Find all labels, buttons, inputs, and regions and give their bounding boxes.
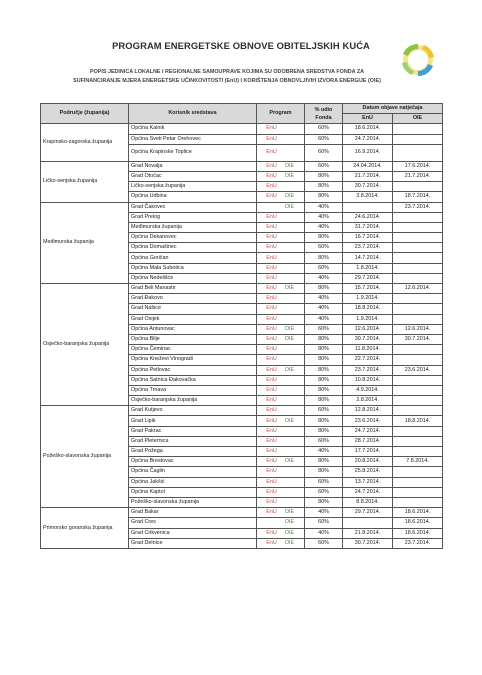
program-cell	[257, 324, 305, 334]
date-oie-cell	[393, 222, 443, 232]
beneficiary-cell: Općina Kneževi Vinogradi	[129, 355, 257, 365]
date-oie-cell	[393, 436, 443, 446]
program-oie-label: OIE	[284, 366, 295, 373]
program-enu-label: EnU	[266, 173, 277, 180]
program-cell	[257, 192, 305, 202]
program-oie-label: OIE	[284, 417, 295, 424]
beneficiary-cell: Grad Beli Manastir	[129, 284, 257, 294]
program-enu-label: EnU	[266, 366, 277, 373]
program-enu-label: EnU	[266, 407, 277, 414]
beneficiary-cell: Općina Krapinske Toplice	[129, 144, 257, 161]
program-enu-label: EnU	[266, 478, 277, 485]
beneficiary-cell: Grad Osijek	[129, 314, 257, 324]
share-cell: 40%	[305, 314, 343, 324]
beneficiary-cell: Osječko-baranjska županija	[129, 396, 257, 406]
program-enu-label: EnU	[266, 437, 277, 444]
table-row	[41, 406, 443, 416]
col-header-beneficiary: Korisnik sredstava	[129, 104, 257, 124]
program-cell	[257, 284, 305, 294]
program-cell	[257, 467, 305, 477]
program-enu-label: EnU	[266, 234, 277, 241]
program-oie-label: OIE	[284, 336, 295, 343]
date-oie-cell: 12.6.2014.	[393, 284, 443, 294]
beneficiary-cell: Općina Domašinec	[129, 243, 257, 253]
date-oie-cell	[393, 144, 443, 161]
date-enu-cell: 31.7.2014.	[343, 222, 393, 232]
share-cell: 80%	[305, 192, 343, 202]
beneficiary-cell: Općina Kalnik	[129, 124, 257, 134]
date-oie-cell	[393, 385, 443, 395]
program-cell	[257, 304, 305, 314]
program-enu-label: EnU	[266, 376, 277, 383]
date-enu-cell: 24.7.2014.	[343, 426, 393, 436]
date-oie-cell: 18.6.2014.	[393, 518, 443, 528]
beneficiary-cell: Općina Kaptol	[129, 487, 257, 497]
program-enu-label: EnU	[266, 336, 277, 343]
program-oie-label: OIE	[284, 285, 295, 292]
share-cell: 80%	[305, 365, 343, 375]
share-cell: 80%	[305, 233, 343, 243]
program-enu-label: EnU	[266, 509, 277, 516]
program-enu-label: EnU	[266, 274, 277, 281]
region-cell: Osječko-baranjska županija	[41, 284, 129, 406]
program-cell	[257, 365, 305, 375]
share-cell: 60%	[305, 263, 343, 273]
share-cell: 60%	[305, 487, 343, 497]
date-enu-cell: 12.8.2014.	[343, 406, 393, 416]
program-cell	[257, 396, 305, 406]
program-enu-label: EnU	[266, 183, 277, 190]
program-cell	[257, 212, 305, 222]
program-enu-label: EnU	[266, 458, 277, 465]
program-oie-label: OIE	[284, 173, 295, 180]
share-cell: 80%	[305, 426, 343, 436]
program-enu-label: EnU	[266, 499, 277, 506]
region-cell: Ličko-senjska županija	[41, 161, 129, 202]
date-enu-cell: 23.7.2014.	[343, 243, 393, 253]
program-enu-label: EnU	[266, 315, 277, 322]
share-cell: 80%	[305, 396, 343, 406]
program-enu-label: EnU	[266, 295, 277, 302]
date-enu-cell: 29.7.2014.	[343, 508, 393, 518]
program-cell	[257, 161, 305, 171]
program-oie-label: OIE	[284, 519, 295, 526]
program-cell	[257, 182, 305, 192]
date-enu-cell	[343, 202, 393, 212]
beneficiary-cell: Općina Petlovac	[129, 365, 257, 375]
program-cell	[257, 263, 305, 273]
date-enu-cell: 28.7.2014.	[343, 436, 393, 446]
date-enu-cell: 1.8.2014.	[343, 263, 393, 273]
program-enu-label: EnU	[266, 539, 277, 546]
share-cell: 60%	[305, 324, 343, 334]
date-enu-cell: 15.7.2014.	[343, 284, 393, 294]
date-enu-cell: 24.7.2014.	[343, 134, 393, 144]
program-cell	[257, 436, 305, 446]
program-enu-label: EnU	[266, 346, 277, 353]
share-cell: 80%	[305, 375, 343, 385]
program-enu-label: EnU	[266, 448, 277, 455]
share-cell: 80%	[305, 355, 343, 365]
beneficiary-cell: Općina Goričan	[129, 253, 257, 263]
beneficiary-cell: Grad Našice	[129, 304, 257, 314]
program-cell	[257, 345, 305, 355]
share-cell: 80%	[305, 345, 343, 355]
date-enu-cell: 14.7.2014.	[343, 253, 393, 263]
share-cell: 80%	[305, 182, 343, 192]
page-subtitle	[42, 68, 412, 86]
date-oie-cell: 7.8.2014.	[393, 457, 443, 467]
date-oie-cell	[393, 212, 443, 222]
date-enu-cell: 23.7.2014.	[343, 365, 393, 375]
share-cell: 40%	[305, 212, 343, 222]
date-oie-cell: 18.6.2014.	[393, 528, 443, 538]
date-oie-cell	[393, 233, 443, 243]
program-cell	[257, 528, 305, 538]
program-enu-label: EnU	[266, 397, 277, 404]
date-enu-cell: 23.6.2014.	[343, 416, 393, 426]
date-enu-cell: 20.8.2014.	[343, 457, 393, 467]
date-enu-cell: 30.7.2014.	[343, 334, 393, 344]
date-enu-cell: 18.8.2014.	[343, 304, 393, 314]
program-enu-label: EnU	[266, 213, 277, 220]
date-oie-cell	[393, 477, 443, 487]
date-oie-cell	[393, 467, 443, 477]
share-cell: 40%	[305, 508, 343, 518]
share-cell: 40%	[305, 528, 343, 538]
date-oie-cell: 21.7.2014.	[393, 171, 443, 181]
program-enu-label: EnU	[266, 386, 277, 393]
program-cell	[257, 406, 305, 416]
date-enu-cell: 30.7.2014.	[343, 182, 393, 192]
program-cell	[257, 124, 305, 134]
beneficiary-cell: Općina Trnava	[129, 385, 257, 395]
program-enu-label: EnU	[266, 193, 277, 200]
program-enu-label: EnU	[266, 427, 277, 434]
program-cell	[257, 144, 305, 161]
date-oie-cell	[393, 314, 443, 324]
date-enu-cell: 16.7.2014.	[343, 233, 393, 243]
date-oie-cell: 23.7.2014.	[393, 202, 443, 212]
beneficiary-cell: Međimurska županija	[129, 222, 257, 232]
table-row	[41, 124, 443, 134]
program-cell	[257, 375, 305, 385]
program-cell	[257, 273, 305, 283]
subtitle-line-2: SUFINANCIRANJE MJERA ENERGETSKE UČINKOVITOSTI (EnU) I KORIŠTENJA OBNOVLJIVIH IZVORA ENERGIJE (OIE)	[73, 78, 381, 84]
date-oie-cell	[393, 263, 443, 273]
beneficiary-cell: Grad Čakovec	[129, 202, 257, 212]
share-cell: 60%	[305, 134, 343, 144]
program-oie-label: OIE	[284, 162, 295, 169]
share-cell: 40%	[305, 294, 343, 304]
date-enu-cell: 2.8.2014.	[343, 396, 393, 406]
beneficiary-cell: Grad Cres	[129, 518, 257, 528]
beneficiary-cell: Općina Sveti Petar Orehovec	[129, 134, 257, 144]
share-cell: 80%	[305, 284, 343, 294]
program-cell	[257, 202, 305, 212]
page-title: PROGRAM ENERGETSKE OBNOVE OBITELJSKIH KUĆA	[112, 40, 370, 51]
date-oie-cell: 17.6.2014.	[393, 161, 443, 171]
beneficiary-cell: Grad Prelog	[129, 212, 257, 222]
beneficiaries-table	[40, 103, 443, 549]
program-cell	[257, 426, 305, 436]
share-cell: 80%	[305, 497, 343, 507]
date-enu-cell: 11.8.2014.	[343, 345, 393, 355]
program-cell	[257, 243, 305, 253]
share-cell: 80%	[305, 171, 343, 181]
share-cell: 60%	[305, 406, 343, 416]
date-oie-cell	[393, 355, 443, 365]
program-cell	[257, 487, 305, 497]
share-cell: 40%	[305, 447, 343, 457]
date-oie-cell	[393, 487, 443, 497]
program-oie-label: OIE	[284, 203, 295, 210]
beneficiary-cell: Općina Brestovac	[129, 457, 257, 467]
beneficiary-cell: Općina Mala Subotica	[129, 263, 257, 273]
program-enu-label: EnU	[266, 325, 277, 332]
program-cell	[257, 171, 305, 181]
region-cell: Međimurska županija	[41, 202, 129, 284]
date-oie-cell: 23.7.2014.	[393, 538, 443, 548]
date-enu-cell: 4.9.2014.	[343, 385, 393, 395]
date-enu-cell: 13.7.2014.	[343, 477, 393, 487]
program-cell	[257, 508, 305, 518]
table-row	[41, 508, 443, 518]
date-enu-cell: 24.7.2014.	[343, 487, 393, 497]
beneficiary-cell: Grad Delnice	[129, 538, 257, 548]
share-cell: 60%	[305, 161, 343, 171]
program-cell	[257, 497, 305, 507]
date-oie-cell	[393, 304, 443, 314]
date-oie-cell	[393, 396, 443, 406]
date-oie-cell	[393, 273, 443, 283]
beneficiary-cell: Grad Pakrac	[129, 426, 257, 436]
date-enu-cell: 1.9.2014.	[343, 314, 393, 324]
share-cell: 40%	[305, 202, 343, 212]
program-cell	[257, 538, 305, 548]
date-oie-cell: 23.6.2014.	[393, 365, 443, 375]
date-enu-cell: 24.04.2014.	[343, 161, 393, 171]
beneficiary-cell: Požeško-slavonska županija	[129, 497, 257, 507]
share-cell: 80%	[305, 457, 343, 467]
program-enu-label: EnU	[266, 244, 277, 251]
share-cell: 80%	[305, 334, 343, 344]
beneficiary-cell: Općina Antunovac	[129, 324, 257, 334]
date-oie-cell	[393, 406, 443, 416]
program-cell	[257, 253, 305, 263]
share-cell: 60%	[305, 436, 343, 446]
program-enu-label: EnU	[266, 305, 277, 312]
share-cell: 40%	[305, 222, 343, 232]
date-oie-cell	[393, 243, 443, 253]
beneficiary-cell: Općina Nedelišće	[129, 273, 257, 283]
beneficiary-cell: Općina Čeminac	[129, 345, 257, 355]
beneficiary-cell: Grad Kutjevo	[129, 406, 257, 416]
col-header-program: Program	[257, 104, 305, 124]
program-cell	[257, 447, 305, 457]
region-cell: Požeško-slavonska županija	[41, 406, 129, 508]
program-cell	[257, 334, 305, 344]
date-oie-cell	[393, 134, 443, 144]
beneficiary-cell: Ličko-senjska županija	[129, 182, 257, 192]
program-cell	[257, 416, 305, 426]
date-enu-cell: 12.6.2014.	[343, 324, 393, 334]
table-row	[41, 202, 443, 212]
share-cell: 60%	[305, 538, 343, 548]
program-cell	[257, 294, 305, 304]
beneficiary-cell: Općina Dekanovec	[129, 233, 257, 243]
program-cell	[257, 518, 305, 528]
share-cell: 80%	[305, 416, 343, 426]
program-cell	[257, 457, 305, 467]
program-cell	[257, 477, 305, 487]
date-enu-cell: 29.7.2014.	[343, 273, 393, 283]
col-header-date-oie: OIE	[393, 114, 443, 124]
date-enu-cell: 17.7.2014.	[343, 447, 393, 457]
program-enu-label: EnU	[266, 285, 277, 292]
date-oie-cell	[393, 294, 443, 304]
subtitle-line-1: POPIS JEDINICA LOKALNE I REGIONALNE SAMOUPRAVE KOJIMA SU ODOBRENA SREDSTVA FONDA ZA	[89, 69, 365, 75]
col-header-dates: Datum objave natječaja	[343, 104, 443, 114]
program-enu-label: EnU	[266, 356, 277, 363]
program-oie-label: OIE	[284, 458, 295, 465]
date-enu-cell: 21.8.2014.	[343, 528, 393, 538]
date-oie-cell: 12.6.2014.	[393, 324, 443, 334]
region-cell: Krapinsko-zagorska županija	[41, 124, 129, 161]
date-enu-cell: 30.7.2014.	[343, 538, 393, 548]
date-enu-cell	[343, 518, 393, 528]
program-oie-label: OIE	[284, 193, 295, 200]
share-cell: 60%	[305, 124, 343, 134]
region-cell: Primorsko goranska županija	[41, 508, 129, 549]
share-cell: 60%	[305, 243, 343, 253]
program-cell	[257, 233, 305, 243]
program-enu-label: EnU	[266, 264, 277, 271]
date-oie-cell: 30.7.2014.	[393, 334, 443, 344]
program-enu-label: EnU	[266, 162, 277, 169]
beneficiary-cell: Općina Čaglin	[129, 467, 257, 477]
beneficiary-cell: Grad Đakovo	[129, 294, 257, 304]
date-oie-cell	[393, 447, 443, 457]
col-header-date-enu: EnU	[343, 114, 393, 124]
table-row	[41, 161, 443, 171]
date-oie-cell	[393, 124, 443, 134]
date-oie-cell	[393, 426, 443, 436]
share-cell: 80%	[305, 385, 343, 395]
date-enu-cell: 21.7.2014.	[343, 171, 393, 181]
beneficiary-cell: Grad Pleternica	[129, 436, 257, 446]
date-enu-cell: 25.8.2014.	[343, 467, 393, 477]
share-cell: 60%	[305, 477, 343, 487]
beneficiary-cell: Općina Bilje	[129, 334, 257, 344]
date-enu-cell: 1.9.2014.	[343, 294, 393, 304]
share-cell: 80%	[305, 467, 343, 477]
program-enu-label: EnU	[266, 135, 277, 142]
program-enu-label: EnU	[266, 468, 277, 475]
date-enu-cell: 22.7.2014.	[343, 355, 393, 365]
date-oie-cell	[393, 497, 443, 507]
program-oie-label: OIE	[284, 509, 295, 516]
beneficiary-cell: Grad Bakar	[129, 508, 257, 518]
beneficiary-cell: Grad Crikvenica	[129, 528, 257, 538]
date-oie-cell: 18.6.2014.	[393, 508, 443, 518]
program-oie-label: OIE	[284, 325, 295, 332]
beneficiary-cell: Grad Novalja	[129, 161, 257, 171]
beneficiary-cell: Grad Požega	[129, 447, 257, 457]
date-oie-cell: 18.8.2014.	[393, 416, 443, 426]
date-enu-cell: 3.8.2014.	[343, 192, 393, 202]
program-cell	[257, 134, 305, 144]
beneficiary-cell: Općina Satnica Đakovačka	[129, 375, 257, 385]
date-oie-cell	[393, 345, 443, 355]
program-oie-label: OIE	[284, 529, 295, 536]
beneficiary-cell: Grad Otočac	[129, 171, 257, 181]
date-enu-cell: 16.9.2014.	[343, 144, 393, 161]
date-oie-cell	[393, 375, 443, 385]
program-enu-label: EnU	[266, 254, 277, 261]
date-oie-cell: 18.7.2014.	[393, 192, 443, 202]
program-cell	[257, 222, 305, 232]
program-cell	[257, 385, 305, 395]
table-body	[41, 124, 443, 549]
program-cell	[257, 355, 305, 365]
share-cell: 60%	[305, 518, 343, 528]
beneficiary-cell: Općina Udbina	[129, 192, 257, 202]
col-header-share: % udio Fonda	[305, 104, 343, 124]
date-enu-cell: 10.8.2014.	[343, 375, 393, 385]
fund-logo-icon	[398, 40, 438, 80]
date-oie-cell	[393, 253, 443, 263]
program-enu-label: EnU	[266, 529, 277, 536]
program-enu-label: EnU	[266, 149, 277, 156]
share-cell: 40%	[305, 304, 343, 314]
date-oie-cell	[393, 182, 443, 192]
table-row	[41, 284, 443, 294]
beneficiary-cell: Općina Jakšić	[129, 477, 257, 487]
date-enu-cell: 24.6.2014.	[343, 212, 393, 222]
program-enu-label: EnU	[266, 125, 277, 132]
program-cell	[257, 314, 305, 324]
share-cell: 40%	[305, 273, 343, 283]
program-enu-label: EnU	[266, 488, 277, 495]
date-enu-cell: 18.6.2014.	[343, 124, 393, 134]
col-header-region: Područje (županija)	[41, 104, 129, 124]
program-enu-label: EnU	[266, 417, 277, 424]
share-cell: 80%	[305, 253, 343, 263]
share-cell: 60%	[305, 144, 343, 161]
program-enu-label: EnU	[266, 223, 277, 230]
date-enu-cell: 8.8.2014.	[343, 497, 393, 507]
beneficiary-cell: Grad Lipik	[129, 416, 257, 426]
program-oie-label: OIE	[284, 539, 295, 546]
